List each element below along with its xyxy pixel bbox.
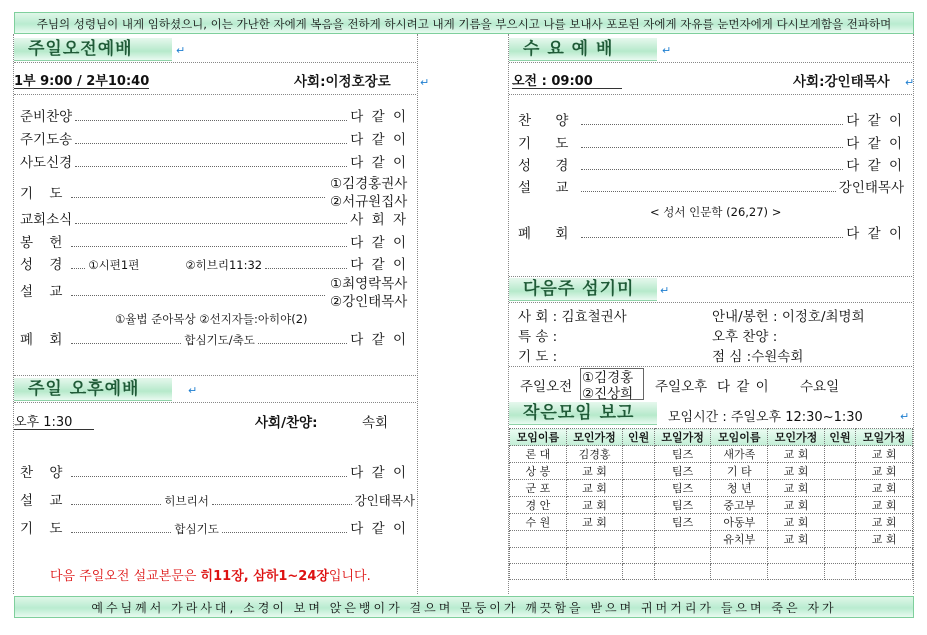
closing-note: 합심기도/축도 (184, 333, 255, 347)
row-value: 다 같 이 (846, 113, 904, 129)
wednesday-time-underline (512, 88, 622, 89)
top-verse: 주님의 성령님이 내게 임하셨으니, 이는 가난한 자에게 복음을 전하게 하시려고 내게 기름을 부으시고 나를 보내사 포로된 자에게 자유를 눈먼자에게 다시보게함을 전파하며 (36, 17, 892, 31)
row-label: 기 도 (518, 136, 579, 152)
table-row (510, 463, 913, 480)
afternoon-title-text: 주일 오후예배 (28, 379, 140, 399)
wednesday-study: < 성서 인문학 (26,27) > (650, 205, 782, 219)
wednesday-row-2 (518, 134, 904, 152)
table-cell (711, 548, 768, 564)
row-value: 사 회 자 (350, 212, 408, 228)
next-week-item-5: 기 도 : (518, 349, 558, 365)
table-cell (510, 531, 567, 548)
row-value: 다 같 이 (846, 226, 904, 242)
table-cell: 교 회 (768, 497, 825, 514)
small-groups-table (509, 428, 913, 580)
wednesday-row-3 (518, 156, 904, 174)
row-value: 다 같 이 (350, 155, 408, 171)
bottom-verse-band (14, 596, 914, 618)
afternoon-top-rule (14, 375, 416, 376)
notice-prefix: 다음 주일오전 설교본문은 (50, 569, 201, 584)
table-cell: 교 회 (856, 514, 913, 531)
table-cell (711, 564, 768, 580)
wednesday-row-1 (518, 111, 904, 129)
row-value: 다 같 이 (350, 109, 408, 125)
next-week-rule-2 (509, 366, 912, 367)
row-label: 주기도송 (20, 132, 73, 148)
table-cell (856, 564, 913, 580)
morning-row-8 (20, 282, 328, 300)
table-cell: 교 회 (566, 463, 623, 480)
morning-time-underline (14, 88, 149, 89)
row-label: 준비찬양 (20, 109, 73, 125)
morning-sermon-value-2: ②강인태목사 (330, 294, 408, 310)
row-label: 설 교 (20, 284, 69, 300)
table-cell: 교 회 (768, 480, 825, 497)
table-cell (623, 480, 654, 497)
next-week-item-2: 안내/봉헌 : 이정호/최명희 (712, 309, 865, 325)
return-mark: ↵ (900, 410, 910, 423)
notice-bold: 히11장, 삼하1~24장 (200, 569, 329, 584)
table-cell: 교 회 (566, 514, 623, 531)
col-header: 인원 (623, 429, 654, 446)
table-cell: 교 회 (566, 497, 623, 514)
table-cell (623, 446, 654, 463)
row-label: 찬 양 (518, 113, 579, 129)
table-cell (824, 463, 855, 480)
center-left-line (417, 34, 418, 594)
table-cell: 교 회 (768, 446, 825, 463)
afternoon-service-title (14, 378, 172, 401)
row-label: 폐 회 (518, 226, 579, 242)
col-header: 모인가정 (768, 429, 825, 446)
table-cell: 새가족 (711, 446, 768, 463)
table-cell: 교 회 (566, 480, 623, 497)
morning-prayer-value-2: ②서규원집사 (330, 194, 408, 210)
table-cell (623, 531, 654, 548)
row-label: 봉 헌 (20, 235, 69, 251)
table-cell (566, 531, 623, 548)
row-label: 사도신경 (20, 155, 73, 171)
wednesday-time: 오전 : 09:00 (512, 74, 593, 89)
next-week-title (509, 278, 657, 301)
return-mark: ↵ (176, 44, 186, 57)
afternoon-time: 오후 1:30 (14, 415, 73, 430)
wednesday-service-title (509, 38, 657, 61)
morning-title-text: 주일오전예배 (28, 39, 133, 59)
table-row (510, 531, 913, 548)
table-cell (623, 514, 654, 531)
wednesday-leader: 사회:강인태목사 (793, 74, 890, 90)
afternoon-prayer: 합심기도 (174, 522, 219, 536)
table-cell: 교 회 (768, 463, 825, 480)
table-cell (566, 564, 623, 580)
top-verse-band (14, 12, 914, 34)
morning-sermon-note: ①율법 준아목상 ②선지자들:아히야(2) (115, 312, 308, 326)
morning-row-2 (20, 130, 408, 148)
table-cell: 유치부 (711, 531, 768, 548)
morning-row-1 (20, 107, 408, 125)
next-week-title-text: 다음주 섬기미 (523, 279, 635, 299)
wednesday-title-rule (509, 62, 912, 63)
row-label: 폐 회 (20, 332, 69, 348)
table-cell: 교 회 (768, 531, 825, 548)
table-cell: 수 원 (510, 514, 567, 531)
afternoon-row-1 (20, 463, 408, 481)
afternoon-title-rule (14, 402, 416, 403)
col-header: 모일가정 (654, 429, 711, 446)
col-header: 모임이름 (510, 429, 567, 446)
table-cell (856, 548, 913, 564)
table-cell: 중고부 (711, 497, 768, 514)
wednesday-row-4 (518, 178, 904, 196)
row-value: 다 같 이 (846, 136, 904, 152)
row-value: 다 같 이 (350, 132, 408, 148)
table-cell: 교 회 (856, 497, 913, 514)
table-cell (566, 548, 623, 564)
table-cell: 경 안 (510, 497, 567, 514)
table-cell (510, 548, 567, 564)
table-row (510, 480, 913, 497)
table-cell: 청 년 (711, 480, 768, 497)
table-cell (623, 463, 654, 480)
table-header-row (510, 429, 913, 446)
table-row (510, 497, 913, 514)
table-cell: 팀즈 (654, 514, 711, 531)
row-value: 다 같 이 (350, 235, 408, 251)
wednesday-header-rule (509, 94, 912, 95)
table-cell (768, 564, 825, 580)
next-week-item-3: 특 송 : (518, 329, 558, 345)
left-margin-line (13, 34, 14, 594)
table-cell: 팀즈 (654, 463, 711, 480)
table-cell: 아동부 (711, 514, 768, 531)
morning-prayer-value-1: ①김경홍권사 (330, 176, 408, 192)
morning-sermon-value-1: ①최영락목사 (330, 276, 408, 292)
table-cell: 군 포 (510, 480, 567, 497)
afternoon-time-underline (14, 429, 94, 430)
table-cell (824, 548, 855, 564)
table-cell: 기 타 (711, 463, 768, 480)
table-cell: 팀즈 (654, 497, 711, 514)
morning-leader: 사회:이정호장로 (294, 74, 391, 90)
afternoon-row-2 (20, 491, 415, 509)
next-afternoon-label: 주일오후 (655, 379, 708, 395)
next-morning-label: 주일오전 (520, 379, 573, 395)
next-morning-person-2: ②진상희 (582, 386, 634, 402)
next-week-item-1: 사 회 : 김효철권사 (518, 309, 627, 325)
table-cell (623, 548, 654, 564)
afternoon-leader-name: 속회 (362, 415, 389, 431)
table-row (510, 564, 913, 580)
next-week-title-rule (509, 302, 912, 303)
morning-time: 1부 9:00 / 2부10:40 (14, 74, 150, 89)
table-cell (824, 564, 855, 580)
next-morning-person-1: ①김경홍 (582, 370, 634, 386)
table-row (510, 548, 913, 564)
table-cell (824, 446, 855, 463)
next-week-item-4: 오후 찬양 : (712, 329, 778, 345)
table-cell (654, 531, 711, 548)
table-row (510, 446, 913, 463)
morning-row-5 (20, 210, 408, 228)
table-cell: 교 회 (856, 446, 913, 463)
row-label: 성 경 (518, 158, 579, 174)
row-label: 기 도 (20, 521, 69, 537)
next-week-top-rule (509, 276, 912, 277)
table-cell (510, 564, 567, 580)
small-groups-title (509, 402, 657, 425)
next-week-item-6: 점 심 :수원속회 (712, 349, 804, 365)
row-label: 교회소식 (20, 212, 73, 228)
row-label: 기 도 (20, 186, 69, 202)
row-value: 강인태목사 (354, 493, 415, 508)
table-cell (623, 564, 654, 580)
row-value: 다 같 이 (350, 257, 408, 273)
row-label: 설 교 (518, 180, 579, 196)
return-mark: ↵ (662, 44, 672, 57)
row-value: 다 같 이 (350, 332, 408, 348)
row-value: 다 같 이 (350, 465, 408, 481)
return-mark: ↵ (905, 76, 915, 89)
row-label: 찬 양 (20, 465, 69, 481)
table-cell (824, 531, 855, 548)
table-cell (654, 564, 711, 580)
table-cell (768, 548, 825, 564)
next-afternoon-value: 다 같 이 (717, 379, 770, 395)
wednesday-row-closing (518, 224, 904, 242)
row-value: 강인태목사 (838, 180, 904, 196)
morning-row-7 (20, 255, 408, 273)
morning-title-rule (14, 62, 416, 63)
next-sermon-notice (50, 565, 371, 584)
table-cell: 교 회 (856, 531, 913, 548)
afternoon-row-3 (20, 519, 408, 537)
morning-row-6 (20, 233, 408, 251)
table-cell (654, 548, 711, 564)
morning-row-4 (20, 184, 328, 202)
table-cell: 교 회 (856, 463, 913, 480)
col-header: 인원 (824, 429, 855, 446)
morning-row-9 (20, 330, 408, 348)
table-row (510, 514, 913, 531)
morning-row-3 (20, 153, 408, 171)
table-cell (623, 497, 654, 514)
row-value: 다 같 이 (350, 521, 408, 537)
row-label: 설 교 (20, 493, 69, 509)
afternoon-book: 히브리서 (164, 494, 209, 508)
table-cell: 김경홍 (566, 446, 623, 463)
morning-header-rule (14, 94, 416, 95)
return-mark: ↵ (420, 76, 430, 89)
return-mark: ↵ (188, 384, 198, 397)
col-header: 모일가정 (856, 429, 913, 446)
right-margin-line (913, 34, 914, 594)
afternoon-leader: 사회/찬양: (255, 415, 318, 431)
scripture-1: ①시편1편 (88, 258, 140, 272)
wednesday-title-text: 수 요 예 배 (523, 39, 614, 59)
table-cell (824, 480, 855, 497)
return-mark: ↵ (660, 284, 670, 297)
table-cell (824, 514, 855, 531)
morning-service-title (14, 38, 172, 61)
col-header: 모인가정 (566, 429, 623, 446)
small-groups-body (510, 446, 913, 580)
bottom-verse: 예수님께서 가라사대, 소경이 보며 앉은뱅이가 걸으며 문둥이가 깨끗함을 받으며 귀머거리가 들으며 죽은 자가 (91, 601, 837, 615)
col-header: 모임이름 (711, 429, 768, 446)
notice-suffix: 입니다. (328, 569, 371, 584)
table-cell: 팀즈 (654, 480, 711, 497)
scripture-2: ②히브리11:32 (185, 258, 263, 272)
table-cell: 팀즈 (654, 446, 711, 463)
small-groups-time: 모임시간 : 주일오후 12:30~1:30 (668, 410, 863, 425)
table-cell: 교 회 (768, 514, 825, 531)
table-cell: 론 대 (510, 446, 567, 463)
row-label: 성 경 (20, 257, 69, 273)
table-cell: 교 회 (856, 480, 913, 497)
next-wed-label: 수요일 (800, 379, 840, 395)
table-cell: 상 봉 (510, 463, 567, 480)
row-value: 다 같 이 (846, 158, 904, 174)
table-cell (824, 497, 855, 514)
small-groups-title-text: 작은모임 보고 (523, 403, 635, 423)
